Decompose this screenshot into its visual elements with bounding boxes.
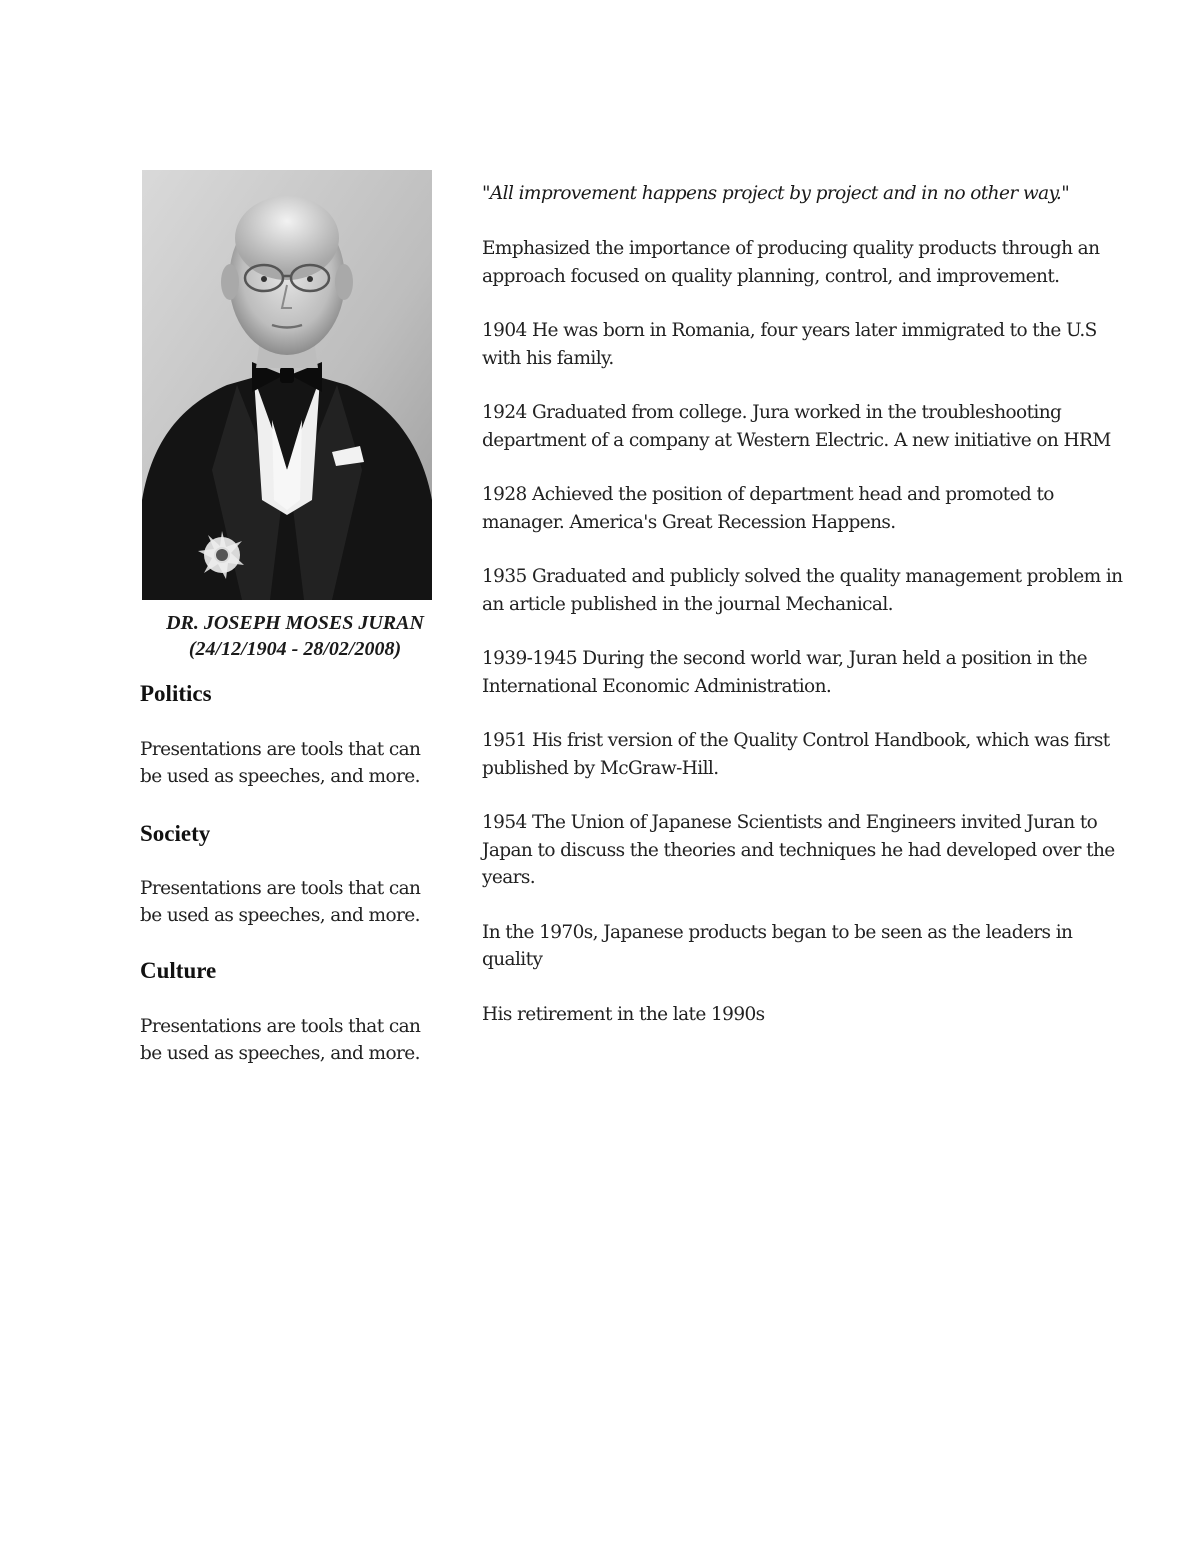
portrait-caption — [140, 610, 450, 662]
portrait-photo-icon — [142, 170, 432, 600]
quote: "All improvement happens project by project and in no other way." — [482, 183, 1070, 204]
timeline-item-1951: 1951 His frist version of the Quality Control Handbook, which was first published by McGraw-Hill. — [482, 730, 1110, 779]
section-politics — [140, 680, 450, 790]
section-text-politics-line1: Presentations are tools that can — [140, 739, 421, 760]
right-column — [482, 180, 1132, 1055]
timeline-item-1924: 1924 Graduated from college. Jura worked in the troubleshooting department of a company at Western Electric. A new initiative on HRM — [482, 402, 1111, 451]
section-text-society-line2: be used as speeches, and more. — [140, 905, 420, 926]
timeline-item-retirement: His retirement in the late 1990s — [482, 1003, 765, 1025]
timeline-item-1904: 1904 He was born in Romania, four years later immigrated to the U.S with his family. — [482, 320, 1097, 369]
section-text-society-line1: Presentations are tools that can — [140, 878, 421, 899]
section-heading-culture: Culture — [140, 958, 217, 983]
paragraph-intro: Emphasized the importance of producing quality products through an approach focused on quality planning, control, and improvement. — [482, 238, 1100, 287]
timeline-item-1928: 1928 Achieved the position of department head and promoted to manager. America's Great Recession Happens. — [482, 484, 1054, 533]
left-column — [140, 170, 450, 1067]
timeline-item-1954: 1954 The Union of Japanese Scientists and Engineers invited Juran to Japan to discuss the theories and techniques he had developed over the years. — [482, 812, 1115, 888]
section-text-politics-line2: be used as speeches, and more. — [140, 766, 420, 787]
section-heading-politics: Politics — [140, 681, 212, 706]
section-text-culture-line2: be used as speeches, and more. — [140, 1043, 420, 1064]
timeline-item-1939-1945: 1939-1945 During the second world war, Juran held a position in the International Economic Administration. — [482, 648, 1087, 697]
person-dates: (24/12/1904 - 28/02/2008) — [188, 638, 402, 660]
section-culture — [140, 957, 450, 1067]
section-text-culture-line1: Presentations are tools that can — [140, 1016, 421, 1037]
person-name: DR. JOSEPH MOSES JURAN — [166, 612, 424, 634]
timeline-item-1970s: In the 1970s, Japanese products began to be seen as the leaders in quality — [482, 921, 1073, 970]
timeline-item-1935: 1935 Graduated and publicly solved the quality management problem in an article published in the journal Mechanical. — [482, 566, 1123, 615]
section-heading-society: Society — [140, 821, 211, 846]
section-society — [140, 820, 450, 929]
